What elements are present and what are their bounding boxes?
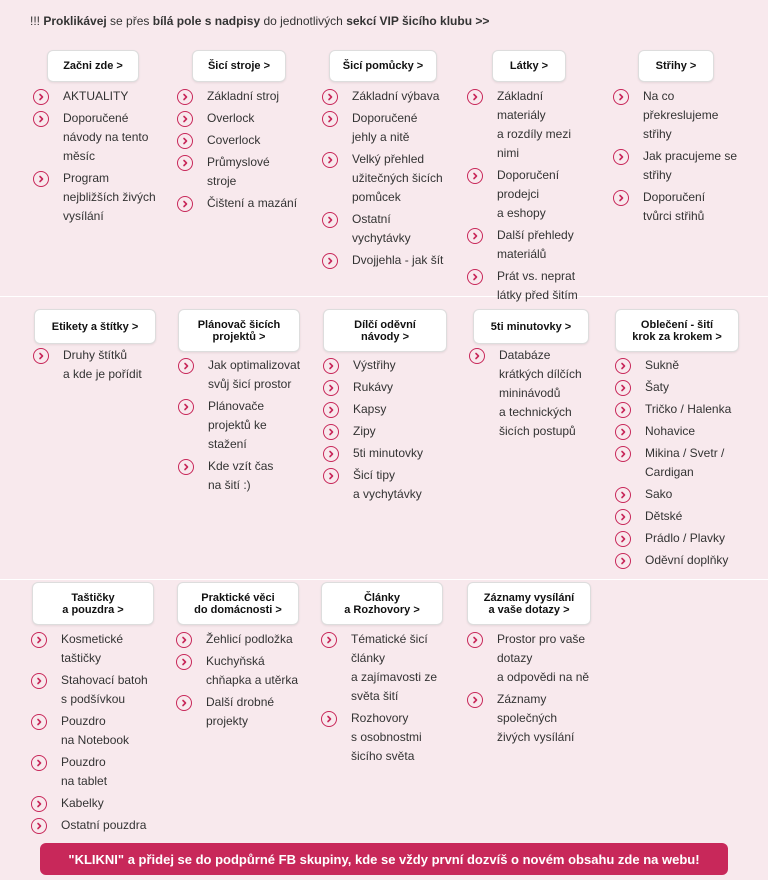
list-item[interactable] [33,346,178,384]
list-item[interactable] [177,109,322,128]
list-item[interactable] [615,551,760,570]
section-1-title-button[interactable]: Začni zde > [47,50,139,82]
list-item[interactable] [322,109,467,147]
chevron-right-circle-icon [177,89,193,105]
list-item[interactable] [176,630,321,649]
list-item[interactable] [323,400,468,419]
list-item-label: Rozhovory s osobnostmi šicího světa [351,711,422,763]
chevron-right-circle-icon [615,531,631,547]
list-item-label: Program nejbližších živých vysílání [63,171,156,223]
chevron-right-circle-icon [177,133,193,149]
chevron-right-circle-icon [322,253,338,269]
list-item-label: Pouzdro na Notebook [61,714,130,747]
list-item-label: Nohavice [645,424,696,438]
list-item[interactable] [177,131,322,150]
chevron-right-circle-icon [31,796,47,812]
list-item[interactable] [178,356,323,394]
list-item[interactable] [31,630,176,668]
list-item[interactable] [321,630,466,706]
list-item[interactable] [321,709,466,766]
chevron-right-circle-icon [615,446,631,462]
list-item-label: Doporučené jehly a nitě [352,111,418,144]
list-item-label: Doporučení tvůrci střihů [643,190,706,223]
section-13-item-list [321,630,466,769]
chevron-right-circle-icon [613,89,629,105]
list-item[interactable] [615,485,760,504]
list-item[interactable] [178,397,323,454]
chevron-right-circle-icon [615,553,631,569]
list-item-label: Další drobné projekty [206,695,275,728]
list-item-label: Prostor pro vaše dotazy a odpovědi na ně [497,632,590,684]
chevron-right-circle-icon [176,695,192,711]
list-item[interactable] [323,356,468,375]
chevron-right-circle-icon [31,714,47,730]
chevron-right-circle-icon [615,358,631,374]
list-item-label: Oděvní doplňky [645,553,729,567]
list-item[interactable] [31,794,176,813]
list-item[interactable] [322,210,467,248]
section-7-item-list [178,356,323,498]
list-item-label: Žehlicí podložka [206,632,293,646]
list-item[interactable] [615,444,760,482]
list-item-label: Prádlo / Plavky [645,531,726,545]
list-item[interactable] [31,753,176,791]
chevron-right-circle-icon [178,399,194,415]
chevron-right-circle-icon [176,632,192,648]
intro-text-1: se přes [106,14,153,28]
list-item-label: Doporučené návody na tento měsíc [63,111,149,163]
list-item[interactable] [615,529,760,548]
list-item[interactable] [323,466,468,504]
list-item[interactable] [177,153,322,191]
section-6-item-list [33,346,178,387]
chevron-right-circle-icon [177,111,193,127]
list-item[interactable] [322,87,467,106]
intro-prefix: !!! [30,14,44,28]
list-item-label: Sukně [645,358,680,372]
list-item-label: Pouzdro na tablet [61,755,108,788]
list-item[interactable] [613,87,758,144]
list-item[interactable] [615,422,760,441]
list-item[interactable] [31,671,176,709]
list-item[interactable] [323,378,468,397]
list-item[interactable] [176,652,321,690]
section-13-title-button[interactable]: Články a Rozhovory > [321,582,443,625]
list-item-label: Základní výbava [352,89,440,103]
section-9-item-list [469,346,614,444]
section-8-title-button[interactable]: Dílčí oděvní návody > [323,309,447,352]
list-item[interactable] [33,109,178,166]
list-item[interactable] [177,194,322,213]
list-item[interactable] [323,422,468,441]
list-item-label: Jak pracujeme se střihy [643,149,738,182]
list-item-label: Základní materiály a rozdíly mezi nimi [497,89,572,160]
section-4-item-list [467,87,612,308]
section-6-title-button[interactable]: Etikety a štítky > [34,309,156,344]
list-item[interactable] [322,150,467,207]
section-9-title-button[interactable]: 5ti minutovky > [473,309,589,344]
chevron-right-circle-icon [323,446,339,462]
chevron-right-circle-icon [615,509,631,525]
chevron-right-circle-icon [177,196,193,212]
chevron-right-circle-icon [33,89,49,105]
chevron-right-circle-icon [31,755,47,771]
chevron-right-circle-icon [613,149,629,165]
chevron-right-circle-icon [467,692,483,708]
list-item[interactable] [467,226,612,264]
chevron-right-circle-icon [467,632,483,648]
chevron-right-circle-icon [467,269,483,285]
intro-bold-2: bílá pole s nadpisy [152,14,261,28]
chevron-right-circle-icon [322,89,338,105]
list-item-label: Na co překreslujeme střihy [643,89,719,141]
chevron-right-circle-icon [467,228,483,244]
section-4-title-button[interactable]: Látky > [492,50,566,82]
list-item[interactable] [467,166,612,223]
list-item[interactable] [322,251,467,270]
list-item-label: 5ti minutovky [353,446,424,460]
list-item-label: Ostatní pouzdra [61,818,147,832]
chevron-right-circle-icon [178,459,194,475]
chevron-right-circle-icon [31,632,47,648]
list-item-label: Čištení a mazání [207,196,298,210]
list-item[interactable] [31,816,176,835]
list-item[interactable] [176,693,321,731]
list-item[interactable] [178,457,323,495]
list-item[interactable] [615,400,760,419]
chevron-right-circle-icon [322,152,338,168]
list-item[interactable] [467,267,612,305]
list-item-label: Ostatní vychytávky [352,212,411,245]
section-14-item-list [467,630,612,750]
section-5-item-list [613,87,758,229]
section-11-title-button[interactable]: Taštičky a pouzdra > [32,582,154,625]
section-10-item-list [615,356,760,573]
list-item-label: Zipy [353,424,376,438]
list-item[interactable] [177,87,322,106]
list-item-label: Stahovací batoh s podšívkou [61,673,148,706]
chevron-right-circle-icon [467,89,483,105]
list-item[interactable] [33,87,178,106]
intro-text-2: do jednotlivých [260,14,347,28]
list-item-label: Tématické šicí články a zajímavosti ze světa šití [351,632,438,703]
list-item-label: Další přehledy materiálů [497,228,574,261]
row-divider [0,296,768,297]
list-item[interactable] [469,346,614,441]
list-item-label: Prát vs. neprat látky před šitím [497,269,578,302]
chevron-right-circle-icon [615,424,631,440]
list-item-label: Kuchyňská chňapka a utěrka [206,654,299,687]
chevron-right-circle-icon [323,358,339,374]
section-14-title-button[interactable]: Záznamy vysílání a vaše dotazy > [467,582,591,625]
list-item-label: Kde vzít čas na šití :) [208,459,274,492]
list-item[interactable] [33,169,178,226]
section-12-item-list [176,630,321,734]
list-item-label: Tričko / Halenka [645,402,732,416]
list-item-label: Velký přehled užitečných šicích pomůcek [352,152,443,204]
chevron-right-circle-icon [321,632,337,648]
list-item-label: Kosmetické taštičky [61,632,124,665]
chevron-right-circle-icon [176,654,192,670]
section-8-item-list [323,356,468,507]
section-10-title-button[interactable]: Oblečení - šití krok za krokem > [615,309,739,352]
chevron-right-circle-icon [323,468,339,484]
list-item-label: Záznamy společných živých vysílání [497,692,575,744]
intro-text [30,14,489,28]
chevron-right-circle-icon [178,358,194,374]
fb-group-cta-button[interactable]: "KLIKNI" a přidej se do podpůrné FB skupiny, kde se vždy první dozvíš o novém obsahu zde na webu! [40,843,728,875]
list-item-label: Výstřihy [353,358,396,372]
list-item-label: Kapsy [353,402,387,416]
list-item-label: Dětské [645,509,683,523]
row-divider [0,579,768,580]
chevron-right-circle-icon [323,402,339,418]
list-item-label: Doporučení prodejci a eshopy [497,168,560,220]
list-item[interactable] [615,356,760,375]
chevron-right-circle-icon [323,424,339,440]
chevron-right-circle-icon [467,168,483,184]
list-item-label: Šaty [645,380,670,394]
chevron-right-circle-icon [31,818,47,834]
chevron-right-circle-icon [33,348,49,364]
list-item-label: Základní stroj [207,89,280,103]
section-2-title-button[interactable]: Šicí stroje > [192,50,286,82]
chevron-right-circle-icon [615,487,631,503]
section-7-title-button[interactable]: Plánovač šicích projektů > [178,309,300,352]
list-item[interactable] [467,630,612,687]
intro-bold-1: Proklikávej [43,14,107,28]
chevron-right-circle-icon [322,212,338,228]
list-item[interactable] [615,507,760,526]
section-3-item-list [322,87,467,273]
list-item[interactable] [31,712,176,750]
chevron-right-circle-icon [469,348,485,364]
section-5-title-button[interactable]: Střihy > [638,50,714,82]
section-11-item-list [31,630,176,838]
list-item[interactable] [323,444,468,463]
chevron-right-circle-icon [615,402,631,418]
chevron-right-circle-icon [322,111,338,127]
list-item-label: Plánovače projektů ke stažení [208,399,267,451]
list-item[interactable] [615,378,760,397]
list-item-label: Sako [645,487,673,501]
list-item-label: Dvojjehla - jak šít [352,253,444,267]
list-item[interactable] [613,188,758,226]
section-12-title-button[interactable]: Praktické věci do domácnosti > [177,582,299,625]
list-item-label: Coverlock [207,133,261,147]
section-1-item-list [33,87,178,229]
chevron-right-circle-icon [33,171,49,187]
chevron-right-circle-icon [323,380,339,396]
list-item[interactable] [467,690,612,747]
intro-bold-3: sekcí VIP šicího klubu >> [346,14,490,28]
list-item[interactable] [467,87,612,163]
chevron-right-circle-icon [177,155,193,171]
chevron-right-circle-icon [31,673,47,689]
chevron-right-circle-icon [613,190,629,206]
list-item-label: Overlock [207,111,255,125]
list-item-label: Rukávy [353,380,394,394]
list-item-label: Kabelky [61,796,104,810]
list-item-label: Průmyslové stroje [207,155,270,188]
list-item-label: Mikina / Svetr / Cardigan [645,446,725,479]
section-3-title-button[interactable]: Šicí pomůcky > [329,50,437,82]
list-item-label: Šicí tipy a vychytávky [353,468,422,501]
list-item-label: Jak optimalizovat svůj šicí prostor [208,358,301,391]
list-item-label: AKTUALITY [63,89,129,103]
list-item-label: Druhy štítků a kde je pořídit [63,348,142,381]
list-item-label: Databáze krátkých dílčích mininávodů a technických šicích postupů [499,348,582,438]
chevron-right-circle-icon [321,711,337,727]
chevron-right-circle-icon [33,111,49,127]
list-item[interactable] [613,147,758,185]
chevron-right-circle-icon [615,380,631,396]
section-2-item-list [177,87,322,216]
